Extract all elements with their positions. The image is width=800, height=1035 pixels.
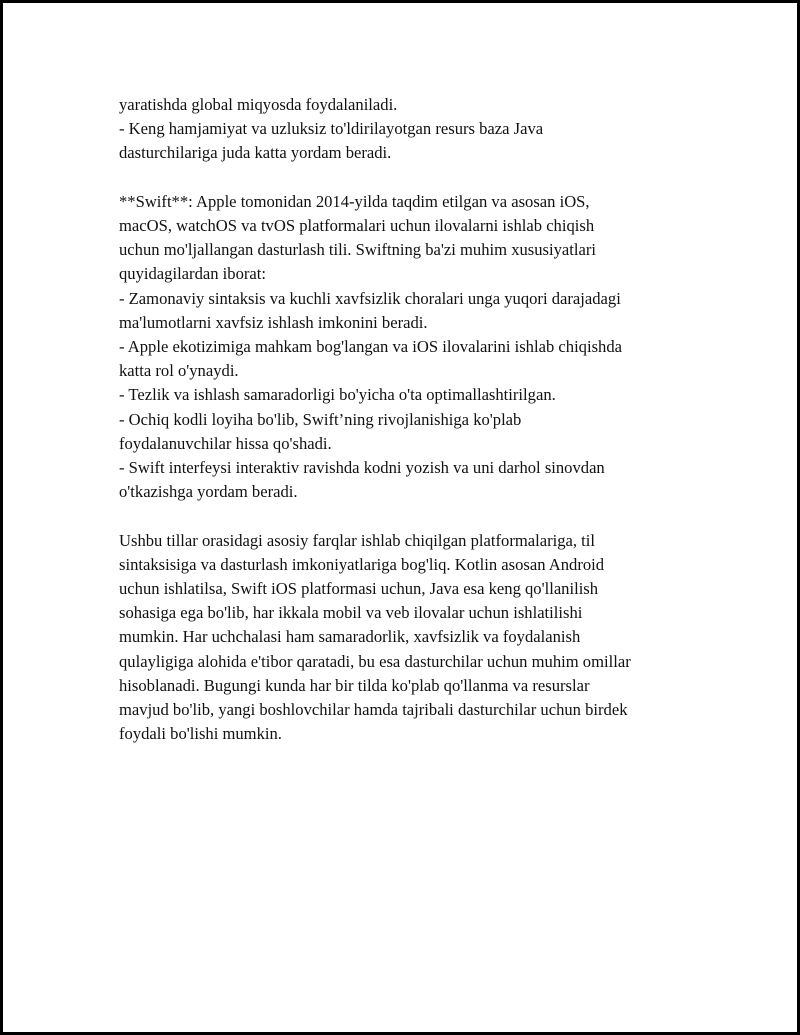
paragraph-java-continuation <box>119 93 699 166</box>
text-line: yaratishda global miqyosda foydalaniladi. <box>119 95 398 114</box>
text-line: dasturchilariga juda katta yordam beradi. <box>119 143 392 163</box>
text-line: macOS, watchOS va tvOS platformalari uchun ilovalarni ishlab chiqish <box>119 216 595 235</box>
text-line: - Tezlik va ishlash samaradorligi bo'yicha o'ta optimallashtirilgan. <box>119 385 556 405</box>
text-line: uchun ishlatilsa, Swift iOS platformasi uchun, Java esa keng qo'llanilish <box>119 579 599 599</box>
text-line: ma'lumotlarni xavfsiz ishlash imkonini beradi. <box>119 312 428 332</box>
text-line: - Keng hamjamiyat va uzluksiz to'ldirilayotgan resurs baza Java <box>119 119 544 139</box>
paragraph-comparison-summary <box>119 529 699 747</box>
text-line: mavjud bo'lib, yangi boshlovchilar hamda tajribali dasturchilar uchun birdek <box>119 700 628 720</box>
text-line: qulayligiga alohida e'tibor qaratadi, bu esa dasturchilar uchun muhim omillar <box>119 651 631 671</box>
text-line: Ushbu tillar orasidagi asosiy farqlar ishlab chiqilgan platformalariga, til <box>119 530 596 550</box>
paragraph-swift <box>119 190 699 505</box>
text-line: foydalanuvchilar hissa qo'shadi. <box>119 433 332 453</box>
text-line: sohasiga ega bo'lib, har ikkala mobil va veb ilovalar uchun ishlatilishi <box>119 603 583 623</box>
text-line: quyidagilardan iborat: <box>119 264 266 284</box>
text-line: katta rol o'ynaydi. <box>119 361 239 381</box>
text-line: - Apple ekotizimiga mahkam bog'langan va iOS ilovalarini ishlab chiqishda <box>119 337 622 357</box>
text-line: uchun mo'ljallangan dasturlash tili. Swiftning ba'zi muhim xususiyatlari <box>119 240 596 260</box>
document-body <box>119 93 699 771</box>
text-line: - Zamonaviy sintaksis va kuchli xavfsizlik choralari unga yuqori darajadagi <box>119 288 621 308</box>
text-line: sintaksisiga va dasturlash imkoniyatlariga bog'liq. Kotlin asosan Android <box>119 554 605 574</box>
text-line: mumkin. Har uchchalasi ham samaradorlik, xavfsizlik va foydalanish <box>119 627 581 647</box>
text-line: foydali bo'lishi mumkin. <box>119 724 282 744</box>
text-line: - Ochiq kodli loyiha bo'lib, Swift’ning rivojlanishiga ko'plab <box>119 409 522 429</box>
text-line: hisoblanadi. Bugungi kunda har bir tilda ko'plab qo'llanma va resurslar <box>119 675 590 695</box>
text-line: - Swift interfeysi interaktiv ravishda kodni yozish va uni darhol sinovdan <box>119 458 605 478</box>
text-line: **Swift**: Apple tomonidan 2014-yilda taqdim etilgan va asosan iOS, <box>119 191 590 211</box>
text-line: o'tkazishga yordam beradi. <box>119 482 298 502</box>
